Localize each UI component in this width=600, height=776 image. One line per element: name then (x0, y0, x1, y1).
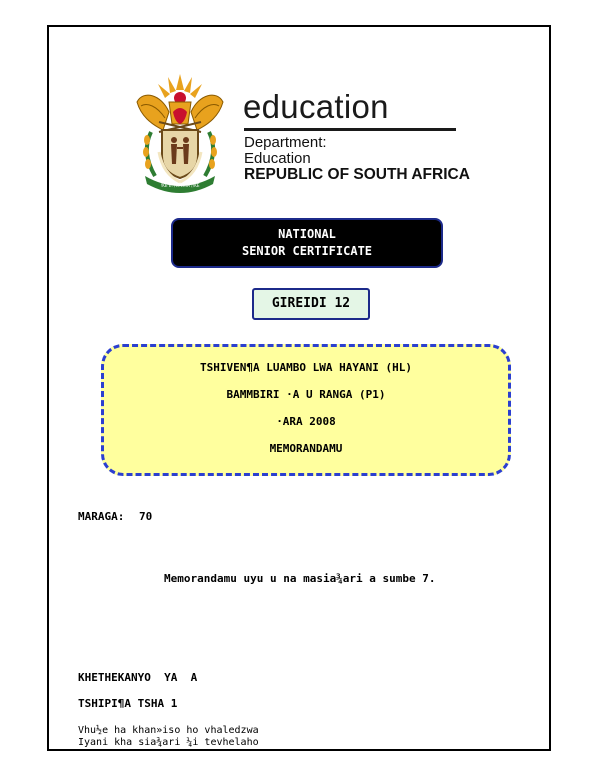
department-line-1: Department: (244, 134, 327, 151)
certificate-title-line-1: NATIONAL (278, 227, 336, 241)
grade-box (252, 288, 370, 320)
instruction-line-1: Vhu½e ha khan»iso ho vhaledzwa (78, 725, 259, 736)
department-line-2: Education (244, 150, 311, 167)
subject-line-1: TSHIVEN¶A LUAMBO LWA HAYANI (HL) (200, 361, 412, 374)
marks-value: 70 (139, 510, 153, 523)
subject-line-3: ·ARA 2008 (276, 415, 336, 428)
motto-text: !KE E: /XARRA //KE (160, 183, 200, 188)
subject-box (101, 344, 511, 476)
department-line-3: REPUBLIC OF SOUTH AFRICA (244, 166, 470, 183)
brand-word: education (243, 88, 389, 125)
certificate-title-line-2: SENIOR CERTIFICATE (241, 244, 373, 258)
grade-label: GIREIDI 12 (271, 296, 351, 311)
marks-label: MARAGA: (78, 510, 125, 523)
pages-note: Memorandamu uyu u na masia¾ari a sumbe 7. (164, 572, 436, 585)
subject-line-4: MEMORANDAMU (269, 442, 343, 455)
department-block (244, 135, 470, 183)
brand-underline (244, 128, 456, 131)
certificate-title-box (171, 218, 443, 268)
subject-line-2: BAMMBIRI ·A U RANGA (P1) (226, 388, 386, 401)
section-heading: KHETHEKANYO YA A (78, 671, 198, 684)
instruction-line-2: Iyani kha sia¾ari ¼i tevhelaho (78, 737, 259, 748)
question-heading: TSHIPI¶A TSHA 1 (78, 697, 178, 710)
coat-of-arms-icon (133, 72, 227, 194)
